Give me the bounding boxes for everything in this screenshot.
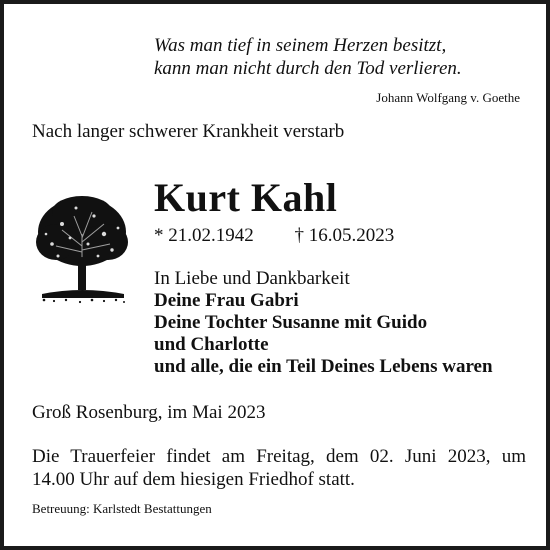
quote (154, 34, 462, 80)
birth-date: * 21.02.1942 (154, 225, 254, 246)
family-opening: In Liebe und Dankbarkeit (154, 268, 350, 289)
place-date: Groß Rosenburg, im Mai 2023 (32, 402, 266, 423)
death-date: † 16.05.2023 (294, 225, 395, 246)
funeral-info-line: Die Trauerfeier findet am Freitag, dem 02. Juni 2023, um (32, 446, 526, 467)
family-line: Deine Tochter Susanne mit Guido (154, 312, 428, 333)
deceased-name: Kurt Kahl (154, 175, 338, 220)
family-line: und Charlotte (154, 334, 269, 355)
intro-text: Nach langer schwerer Krankheit verstarb (32, 121, 345, 142)
funeral-director: Betreuung: Karlstedt Bestattungen (32, 501, 212, 516)
family-block (154, 268, 493, 378)
family-line: und alle, die ein Teil Deines Lebens waren (154, 356, 493, 377)
funeral-info-line: 14.00 Uhr auf dem hiesigen Friedhof statt. (32, 469, 355, 490)
quote-line: kann man nicht durch den Tod verlieren. (154, 58, 462, 79)
tree-icon (32, 194, 132, 306)
quote-line: Was man tief in seinem Herzen besitzt, (154, 35, 447, 56)
life-dates (154, 225, 394, 247)
family-line: Deine Frau Gabri (154, 290, 299, 311)
quote-author: Johann Wolfgang v. Goethe (376, 90, 520, 105)
